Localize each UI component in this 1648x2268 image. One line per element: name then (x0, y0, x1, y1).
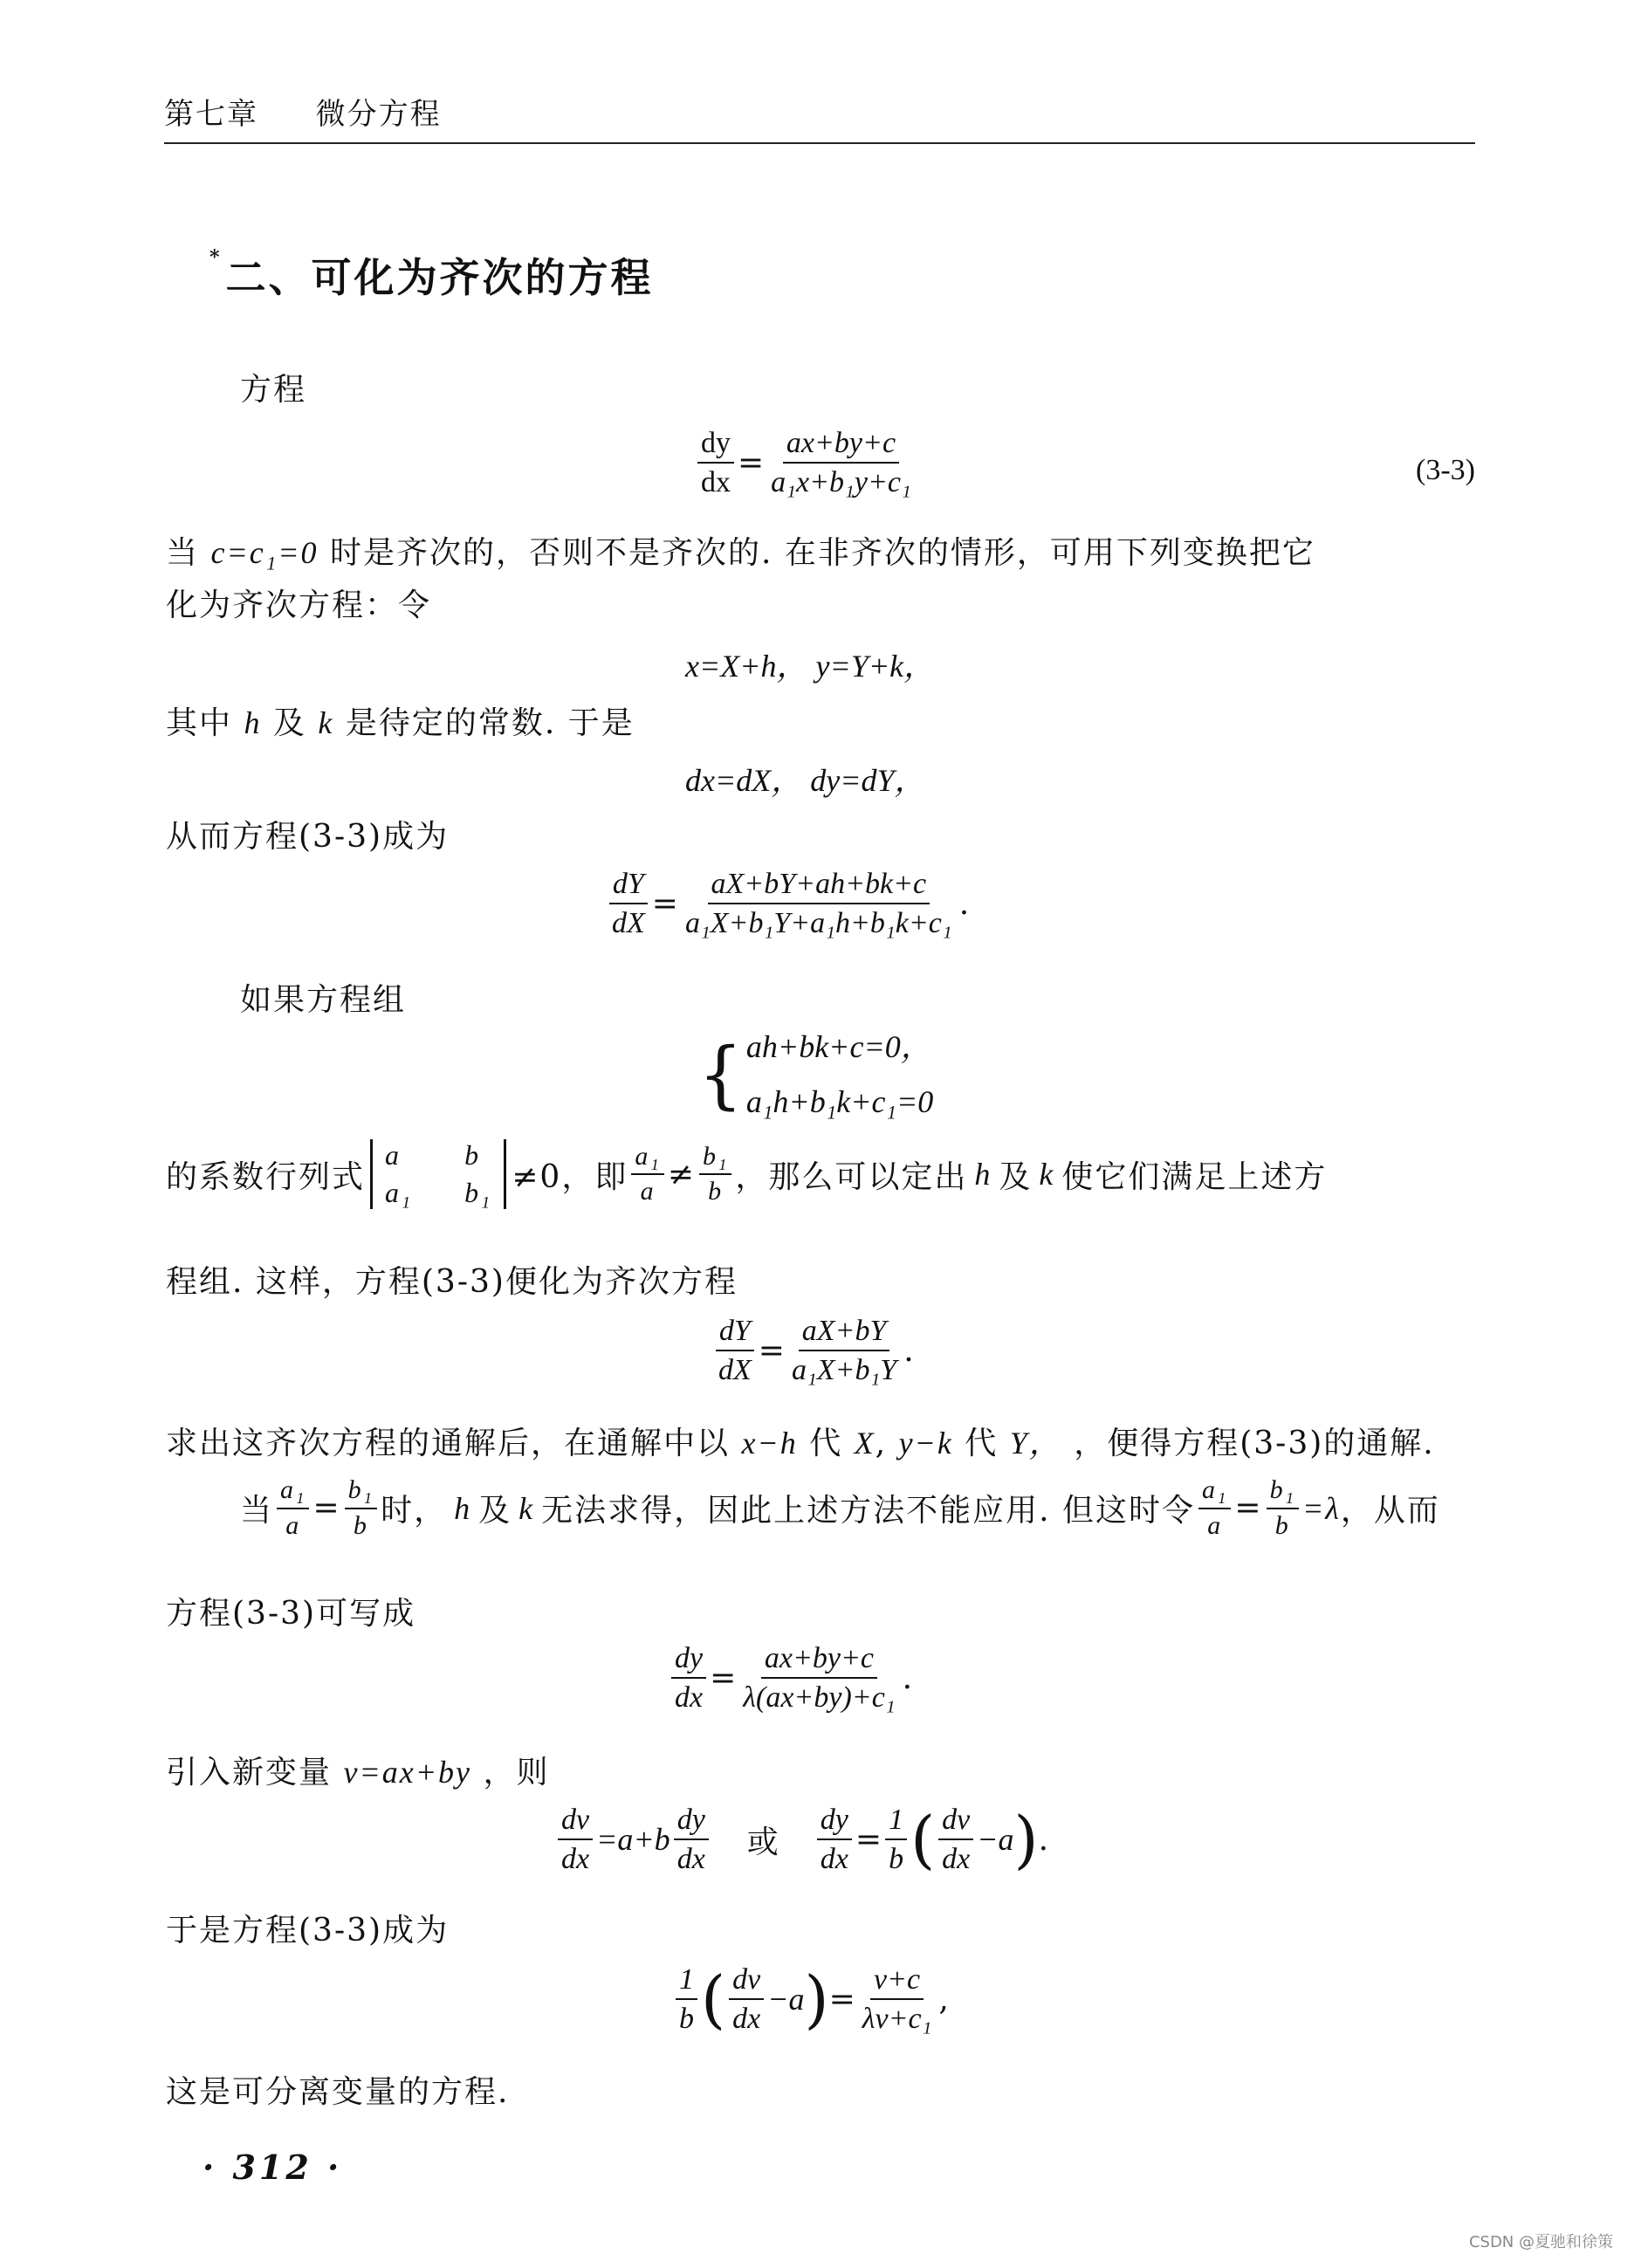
equation: $\frac{dy}{dx}$ = $\frac{ax+by+c}{\text{λ(ax+by)+c₁}}$ . (668, 1641, 912, 1715)
paragraph: 当 c=c₁=0 时是齐次的，否则不是齐次的. 在非齐次的情形，可用下列变换把它 (166, 535, 1315, 571)
chapter-number: 第七章 (164, 97, 258, 132)
header-rule (164, 142, 1475, 144)
paragraph: 方程 (240, 372, 307, 408)
fraction: $\frac{\text{b₁}}{b}$ (699, 1142, 731, 1207)
fraction: $\frac{dy}{dx}$ (674, 1803, 709, 1876)
determinant: a b a₁ b₁ (370, 1139, 506, 1209)
paragraph: 引入新变量 v=ax+by ，则 (166, 1755, 550, 1790)
chapter-title: 微分方程 (315, 97, 442, 132)
equation-3-3: $\frac{dy}{dx}$ = $\frac{ax+by+c}{\text{a₁x+b₁y+c₁}}$ (694, 426, 918, 499)
fraction: $\frac{v+c}{\text{λv+c₁}}$ (862, 1963, 932, 2036)
fraction: $\frac{ax+by+c}{\text{λ(ax+by)+c₁}}$ (743, 1642, 896, 1715)
paragraph: 其中 h 及 k 是待定的常数. 于是 (166, 705, 635, 741)
equation-system: { ah+bk+c=0， a₁h+b₁k+c₁=0 (698, 1029, 934, 1119)
equation: $\frac{dv}{dx}$ =a+b $\frac{dy}{dx}$ 或 $\frac{dy}{dx}$ = $\frac{1}{b}$ ( $\frac{dv}{dx}$ −a ) . (554, 1803, 1048, 1876)
paragraph: 当 $\frac{\text{a₁}}{a}$ = $\frac{\text{b₁}}{b}$ 时， h 及 k 无法求得，因此上述方法不能应用. 但这时令 $\frac{\text{a₁}}{a}$ = $\frac{\text{b₁}}{b}$ =λ ，从而 (240, 1475, 1440, 1540)
fraction: $\frac{\text{b₁}}{b}$ (345, 1475, 377, 1541)
fraction: $\frac{dv}{dx}$ (938, 1803, 973, 1876)
fraction: $\frac{aX+bY+ah+bk+c}{\text{a₁X+b₁Y+a₁h+b₁k+c₁}}$ (684, 868, 952, 940)
equation: x=X+h， y=Y+k， (685, 649, 936, 684)
paragraph: 程组. 这样，方程(3-3)便化为齐次方程 (166, 1264, 738, 1300)
paragraph: 这是可分离变量的方程. (166, 2074, 510, 2110)
brace: { (698, 1031, 743, 1117)
fraction: $\frac{dY}{dX}$ (715, 1314, 755, 1387)
fraction: $\frac{\text{a₁}}{a}$ (631, 1142, 663, 1207)
watermark: CSDN @夏驰和徐策 (1468, 2233, 1613, 2251)
fraction: $\frac{dy}{dx}$ (671, 1641, 706, 1715)
equation: dx=dX， dy=dY， (685, 763, 926, 798)
fraction: $\frac{\text{b₁}}{b}$ (1267, 1475, 1299, 1541)
fraction: $\frac{\text{a₁}}{a}$ (277, 1475, 309, 1541)
paragraph: 方程(3-3)可写成 (166, 1596, 416, 1632)
paragraph: 化为齐次方程：令 (166, 588, 432, 623)
equation-label: (3-3) (1416, 454, 1475, 486)
equation: $\frac{dY}{dX}$ = $\frac{aX+bY+ah+bk+c}{\text{a₁X+b₁Y+a₁h+b₁k+c₁}}$ . (605, 867, 969, 940)
paragraph: 的系数行列式 a b a₁ b₁ ≠0，即 $\frac{\text{a₁}}{a}$ ≠ $\frac{\text{b₁}}{b}$ ，那么可以定出 h 及 k 使它们满足上述方 (166, 1139, 1328, 1208)
fraction: $\frac{1}{b}$ (885, 1803, 907, 1876)
fraction: $\frac{dy}{dx}$ (817, 1803, 852, 1876)
paragraph: 从而方程(3-3)成为 (166, 819, 450, 855)
equation: $\frac{dY}{dX}$ = $\frac{aX+bY}{\text{a₁X+b₁Y}}$ . (711, 1314, 914, 1387)
fraction: $\frac{ax+by+c}{\text{a₁x+b₁y+c₁}}$ (771, 427, 911, 499)
fraction: $\frac{\text{a₁}}{a}$ (1198, 1475, 1231, 1541)
section-marker: * (209, 246, 223, 269)
page-number: · 312 · (203, 2148, 343, 2187)
fraction: $\frac{aX+bY}{\text{a₁X+b₁Y}}$ (791, 1315, 897, 1387)
paragraph: 如果方程组 (240, 982, 407, 1018)
fraction: $\frac{dv}{dx}$ (558, 1803, 593, 1876)
fraction: $\frac{1}{b}$ (676, 1962, 697, 2036)
equation: $\frac{1}{b}$ ( $\frac{dv}{dx}$ −a ) = $\frac{v+c}{\text{λv+c₁}}$ , (672, 1962, 949, 2036)
section-title: *二、可化为齐次的方程 (209, 246, 654, 301)
paragraph: 于是方程(3-3)成为 (166, 1913, 450, 1948)
fraction: $\frac{dy}{dx}$ (697, 426, 734, 499)
fraction: $\frac{dv}{dx}$ (729, 1962, 764, 2036)
running-header (164, 90, 442, 133)
fraction: $\frac{dY}{dX}$ (608, 867, 649, 940)
paragraph: 求出这齐次方程的通解后，在通解中以 x−h 代 X, y−k 代 Y， ，便得方程(3-3)的通解. (166, 1426, 1435, 1461)
